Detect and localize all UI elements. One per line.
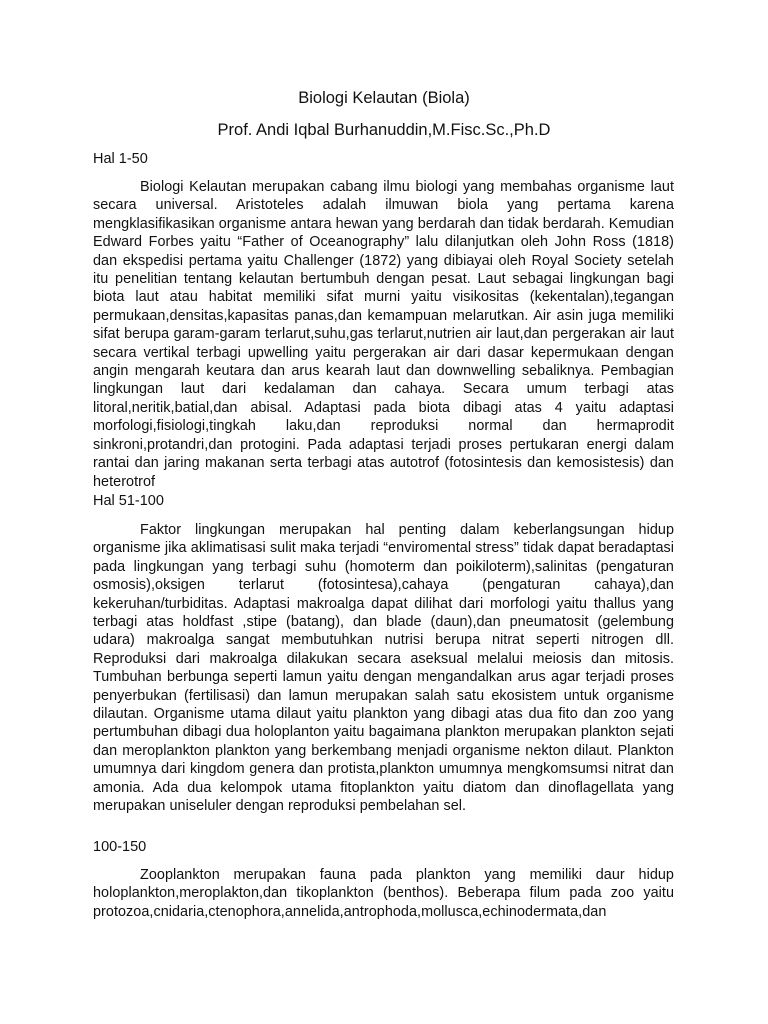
section-paragraph: Zooplankton merupakan fauna pada plankton yang memiliki daur hidup holoplankton,meroplakton,dan tikoplankton (benthos). Beberapa filum pada zoo yaitu protozoa,cnidaria,ctenophora,annelida,antrophoda,mollusca,echinodermata,dan [93, 867, 674, 920]
section-heading: Hal 1-50 [93, 151, 148, 167]
document-title: Biologi Kelautan (Biola) [298, 89, 470, 107]
section-heading: 100-150 [93, 839, 147, 855]
section-paragraph: Faktor lingkungan merupakan hal penting dalam keberlangsungan hidup organisme jika aklimatisasi sulit maka terjadi “enviromental stress” tidak dapat beradaptasi pada lingkungan yang terbagi suhu (homoterm dan poikiloterm),salinitas (pengaturan osmosis),oksigen terlarut (fotosintesa),cahaya (pengaturan cahaya),dan kekeruhan/turbiditas. Adaptasi makroalga dapat dilihat dari morfologi yaitu thallus yang terbagi atas holdfast ,stipe (batang), dan blade (daun),dan pneumatosit (gelembung udara) makroalga sangat membutuhkan nutrisi berupa nitrat seperti nitrogen dll. Reproduksi dari makroalga dilakukan secara aseksual melalui meiosis dan mitosis. Tumbuhan berbunga seperti lamun yaitu dengan mengandalkan arus agar terjadi proses penyerbukan (fertilisasi) dan lamun merupakan salah satu ekosistem untuk organisme dilautan. Organisme utama dilaut yaitu plankton yang dibagi atas dua fito dan zoo yang pertumbuhan dibagi dua holoplanton yaitu bagaimana plankton merupakan plankton sejati dan meroplankton plankton yang berkembang menjadi organisme nekton dilaut. Plankton umumnya dari kingdom genera dan protista,plankton umumnya mengkomsumsi nitrat dan amonia. Ada dua kelompok utama fitoplankton yaitu diatom dan dinoflagellata yang merupakan uniseluler dengan reproduksi pembelahan sel. [93, 522, 674, 815]
section-heading: Hal 51-100 [93, 493, 164, 509]
document-author: Prof. Andi Iqbal Burhanuddin,M.Fisc.Sc.,Ph.D [217, 121, 551, 139]
section-paragraph: Biologi Kelautan merupakan cabang ilmu biologi yang membahas organisme laut secara universal. Aristoteles adalah ilmuwan biola yang pertama karena mengklasifikasikan organisme antara hewan yang berdarah dan tidak berdarah. Kemudian Edward Forbes yaitu “Father of Oceanography” lalu dilanjutkan oleh John Ross (1818) dan ekspedisi pertama yaitu Challenger (1872) yang dibiayai oleh Royal Society setelah itu penelitian tentang kelautan bertumbuh dengan pesat. Laut sebagai lingkungan bagi biota laut atau habitat memiliki sifat murni yaitu visikositas (kekentalan),tegangan permukaan,densitas,kapasitas panas,dan kemampuan melarutkan. Air asin juga memiliki sifat berupa garam-garam terlarut,suhu,gas terlarut,nutrien air laut,dan pergerakan air laut secara vertikal terbagi upwelling yaitu pergerakan air dari dasar kepermukaan dengan angin mengarah keutara dan arus kearah laut dan downwelling sebaliknya. Pembagian lingkungan laut dari kedalaman dan cahaya. Secara umum terbagi atas litoral,neritik,batial,dan abisal. Adaptasi pada biota dibagi atas 4 yaitu adaptasi morfologi,fisiologi,tingkah laku,dan reproduksi normal dan hermaprodit sinkroni,protandri,dan protogini. Pada adaptasi terjadi proses pertukaran energi dalam rantai dan jaring makanan serta terbagi atas autotrof (fotosintesis dan kemosistesis) dan heterotrof [93, 179, 674, 490]
